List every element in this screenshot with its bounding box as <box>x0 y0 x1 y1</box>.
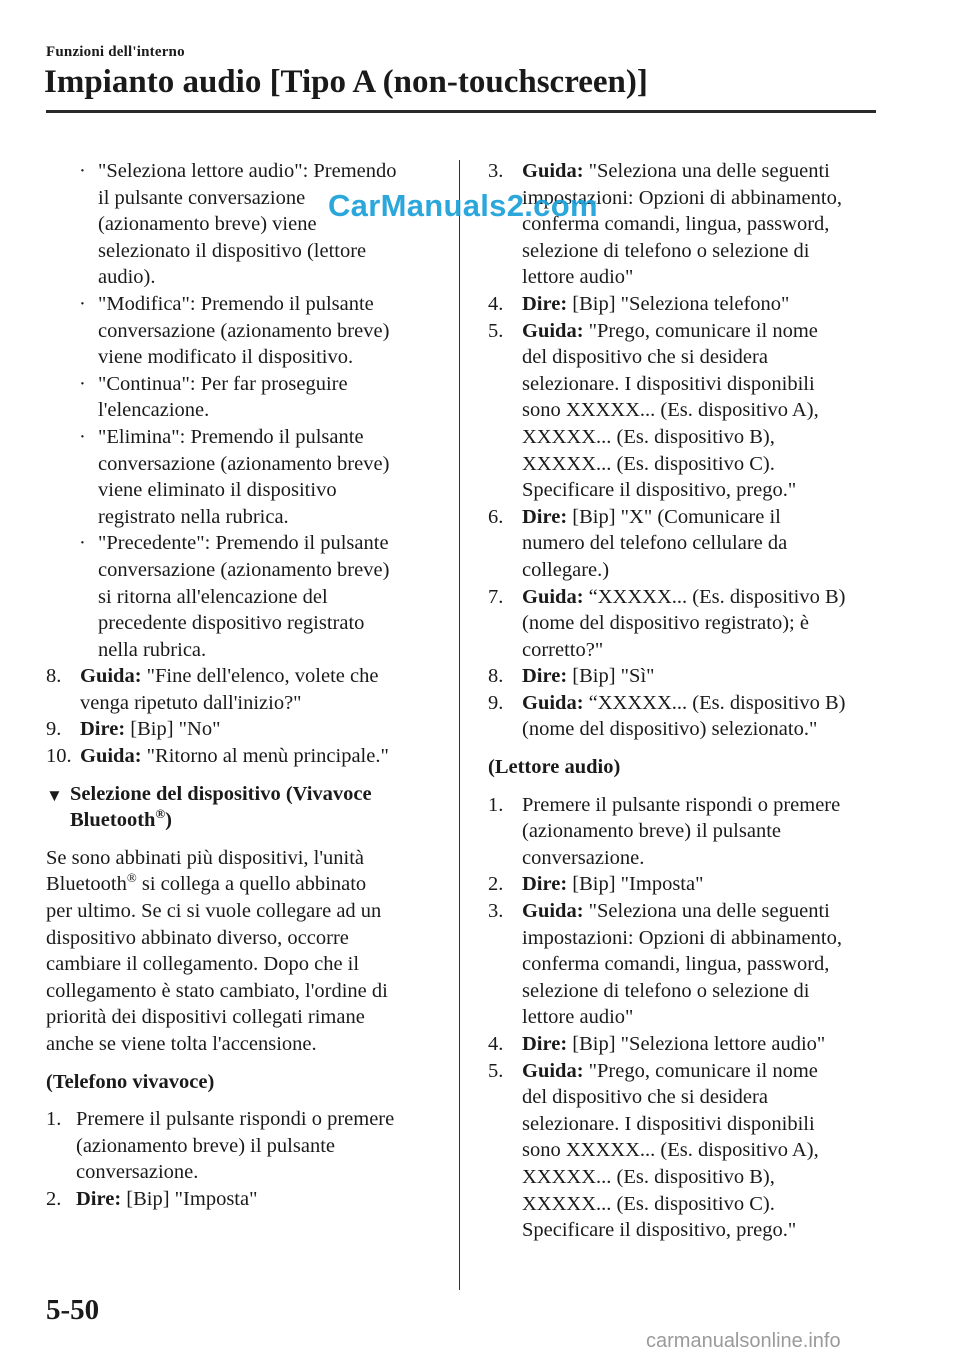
closing-paren: ) <box>165 809 172 832</box>
step-line: del dispositivo che si desidera <box>522 346 768 369</box>
step-line: Dire: [Bip] "No" <box>80 718 221 741</box>
step-item <box>488 1031 888 1058</box>
bullet-item <box>46 371 441 424</box>
step-item <box>46 716 441 743</box>
step-label: Guida: <box>522 1059 584 1082</box>
step-line: Specificare il dispositivo, prego." <box>522 1219 797 1242</box>
step-line: Dire: [Bip] "Imposta" <box>76 1187 258 1210</box>
step-line: Guida: "Ritorno al menù principale." <box>80 745 389 768</box>
step-line: (nome del dispositivo registrato); è <box>522 612 809 635</box>
step-item <box>46 663 441 716</box>
bullet-dot-icon: · <box>79 532 86 555</box>
step-number: 9. <box>488 691 504 714</box>
intro-paragraph <box>46 845 441 1058</box>
step-item <box>488 871 888 898</box>
bullet-dot-icon: · <box>79 292 86 315</box>
step-line: Guida: "Prego, comunicare il nome <box>522 319 818 342</box>
step-line: Dire: [Bip] "Sì" <box>522 665 655 688</box>
right-column <box>488 158 888 1244</box>
step-line: lettore audio" <box>522 1006 634 1029</box>
step-label: Guida: <box>522 319 584 342</box>
step-line: selezionare. I dispositivi disponibili <box>522 372 815 395</box>
bullet-line: precedente dispositivo registrato <box>98 612 365 635</box>
bullet-item <box>46 291 441 371</box>
title-rule <box>46 110 876 113</box>
left-column <box>46 158 441 1213</box>
step-label: Dire: <box>80 718 126 741</box>
bullet-line: conversazione (azionamento breve) <box>98 319 390 342</box>
step-label: Guida: <box>522 691 584 714</box>
step-number: 8. <box>488 665 504 688</box>
step-item <box>488 792 888 872</box>
step-line: (azionamento breve) il pulsante <box>522 820 781 843</box>
bullet-line: "Seleziona lettore audio": Premendo <box>98 160 397 182</box>
step-line: del dispositivo che si desidera <box>522 1086 768 1109</box>
bullet-line: "Elimina": Premendo il pulsante <box>98 425 364 448</box>
step-label: Guida: <box>522 160 584 182</box>
subsection-heading <box>46 781 441 834</box>
bullet-dot-icon: · <box>79 425 86 448</box>
page-number: 5-50 <box>46 1294 100 1326</box>
step-line: XXXXX... (Es. dispositivo C). <box>522 1192 775 1215</box>
paragraph-line <box>46 871 441 898</box>
step-label: Dire: <box>522 292 568 315</box>
bluetooth-word: Bluetooth <box>46 873 127 896</box>
bullet-line: "Modifica": Premendo il pulsante <box>98 292 374 315</box>
step-line: Guida: “XXXXX... (Es. dispositivo B) <box>522 691 846 714</box>
step-line: sono XXXXX... (Es. dispositivo A), <box>522 1139 819 1162</box>
carmanuals-watermark: CarManuals2.com <box>328 188 598 223</box>
step-number: 9. <box>46 718 62 741</box>
step-line: lettore audio" <box>522 266 634 289</box>
step-line: conferma comandi, lingua, password, <box>522 953 830 976</box>
paragraph-line: cambiare il collegamento. Dopo che il <box>46 953 360 976</box>
audio-step-list <box>488 792 888 1244</box>
step-line: (nome del dispositivo) selezionato." <box>522 718 818 741</box>
subsection-heading-line: Selezione del dispositivo (Vivavoce <box>70 782 372 805</box>
step-line: XXXXX... (Es. dispositivo B), <box>522 425 775 448</box>
bullet-line: viene modificato il dispositivo. <box>98 346 354 369</box>
step-number: 2. <box>46 1187 62 1210</box>
bullet-line: selezionato il dispositivo (lettore <box>98 239 367 262</box>
step-item <box>488 318 888 504</box>
step-number: 5. <box>488 319 504 342</box>
step-line: Specificare il dispositivo, prego." <box>522 479 797 502</box>
bullet-line: (azionamento breve) viene <box>98 213 317 236</box>
step-number: 5. <box>488 1059 504 1082</box>
step-item <box>488 1058 888 1244</box>
step-line: conferma comandi, lingua, password, <box>522 213 830 236</box>
step-line: Dire: [Bip] "Seleziona telefono" <box>522 292 790 315</box>
step-item <box>488 504 888 584</box>
step-line: venga ripetuto dall'inizio?" <box>80 691 302 714</box>
bullet-item <box>46 530 441 663</box>
footer-watermark: carmanualsonline.info <box>646 1330 841 1352</box>
step-label: Dire: <box>76 1187 122 1210</box>
step-item <box>488 291 888 318</box>
bullet-line: viene eliminato il dispositivo <box>98 479 337 502</box>
step-line: Dire: [Bip] "Imposta" <box>522 873 704 896</box>
step-list <box>488 158 888 743</box>
step-line: Guida: “XXXXX... (Es. dispositivo B) <box>522 585 846 608</box>
step-number: 2. <box>488 873 504 896</box>
step-line: Guida: "Seleziona una delle seguenti <box>522 900 830 923</box>
step-label: Dire: <box>522 1033 568 1055</box>
paragraph-text: si collega a quello abbinato <box>136 873 367 896</box>
bullet-line: l'elencazione. <box>98 399 210 422</box>
audio-subheading: (Lettore audio) <box>488 756 621 779</box>
step-number: 1. <box>488 793 504 816</box>
step-line: Guida: "Fine dell'elenco, volete che <box>80 665 379 688</box>
step-line: conversazione. <box>76 1161 199 1184</box>
bullet-line: il pulsante conversazione <box>98 186 306 209</box>
step-item <box>46 1186 441 1213</box>
step-item <box>46 1106 441 1186</box>
step-number: 3. <box>488 900 504 923</box>
step-number: 8. <box>46 665 62 688</box>
step-line: Premere il pulsante rispondi o premere <box>76 1108 395 1131</box>
step-line: selezione di telefono o selezione di <box>522 239 810 262</box>
step-line: collegare.) <box>522 558 610 581</box>
step-item <box>488 584 888 664</box>
step-label: Guida: <box>80 665 142 688</box>
paragraph-line: collegamento è stato cambiato, l'ordine di <box>46 979 388 1002</box>
triangle-marker-icon: ▼ <box>46 785 63 805</box>
paragraph-line: priorità dei dispositivi collegati rimane <box>46 1006 365 1029</box>
paragraph-line: Se sono abbinati più dispositivi, l'unità <box>46 846 365 869</box>
column-divider <box>459 160 460 1290</box>
step-item <box>488 158 888 291</box>
step-number: 4. <box>488 1033 504 1055</box>
step-item <box>488 898 888 1031</box>
paragraph-line: anche se viene tolta l'accensione. <box>46 1033 317 1055</box>
bullet-dot-icon: · <box>79 160 86 182</box>
step-number: 10. <box>46 745 72 768</box>
registered-mark: ® <box>126 870 137 886</box>
phone-step-list <box>46 1106 441 1212</box>
bullet-dot-icon: · <box>79 372 86 395</box>
bullet-item <box>46 158 441 291</box>
subsection-heading-line <box>70 807 441 834</box>
step-label: Guida: <box>522 585 584 608</box>
step-line: (azionamento breve) il pulsante <box>76 1134 335 1157</box>
step-line: Dire: [Bip] "X" (Comunicare il <box>522 505 781 528</box>
bullet-line: "Precedente": Premendo il pulsante <box>98 532 389 555</box>
step-number: 4. <box>488 292 504 315</box>
bullet-item <box>46 424 441 530</box>
phone-subheading: (Telefono vivavoce) <box>46 1070 215 1093</box>
step-item <box>46 743 441 770</box>
step-label: Dire: <box>522 505 568 528</box>
bullet-line: si ritorna all'elencazione del <box>98 585 328 608</box>
step-line: Guida: "Seleziona una delle seguenti <box>522 160 830 182</box>
step-label: Guida: <box>522 900 584 923</box>
step-label: Dire: <box>522 873 568 896</box>
step-number: 6. <box>488 505 504 528</box>
step-line: impostazioni: Opzioni di abbinamento, <box>522 926 842 949</box>
step-number: 7. <box>488 585 504 608</box>
step-line: sono XXXXX... (Es. dispositivo A), <box>522 399 819 422</box>
step-number: 3. <box>488 160 504 182</box>
step-line: Dire: [Bip] "Seleziona lettore audio" <box>522 1033 826 1055</box>
step-list <box>46 663 441 769</box>
bullet-line: conversazione (azionamento breve) <box>98 558 390 581</box>
step-number: 1. <box>46 1108 62 1131</box>
step-line: corretto?" <box>522 638 604 661</box>
bullet-line: audio). <box>98 266 156 289</box>
section-label: Funzioni dell'interno <box>46 44 185 60</box>
bullet-line: nella rubrica. <box>98 638 207 661</box>
step-label: Dire: <box>522 665 568 688</box>
bluetooth-word: Bluetooth <box>70 809 156 832</box>
step-line: numero del telefono cellulare da <box>522 532 788 555</box>
paragraph-line: per ultimo. Se ci si vuole collegare ad un <box>46 900 382 923</box>
step-line: Premere il pulsante rispondi o premere <box>522 793 841 816</box>
step-line: selezione di telefono o selezione di <box>522 979 810 1002</box>
page-title: Impianto audio [Tipo A (non-touchscreen)] <box>44 64 648 100</box>
step-line: XXXXX... (Es. dispositivo B), <box>522 1165 775 1188</box>
registered-mark: ® <box>155 806 166 822</box>
step-line: XXXXX... (Es. dispositivo C). <box>522 452 775 475</box>
step-label: Guida: <box>80 745 142 768</box>
step-line: conversazione. <box>522 846 645 869</box>
paragraph-line: dispositivo abbinato diverso, occorre <box>46 926 349 949</box>
bullet-line: "Continua": Per far proseguire <box>98 372 348 395</box>
option-bullet-list <box>46 158 441 663</box>
bullet-line: conversazione (azionamento breve) <box>98 452 390 475</box>
step-line: selezionare. I dispositivi disponibili <box>522 1112 815 1135</box>
step-line: impostazioni: Opzioni di abbinamento, <box>522 186 842 209</box>
bullet-line: registrato nella rubrica. <box>98 505 289 528</box>
step-item <box>488 690 888 743</box>
step-line: Guida: "Prego, comunicare il nome <box>522 1059 818 1082</box>
step-item <box>488 663 888 690</box>
